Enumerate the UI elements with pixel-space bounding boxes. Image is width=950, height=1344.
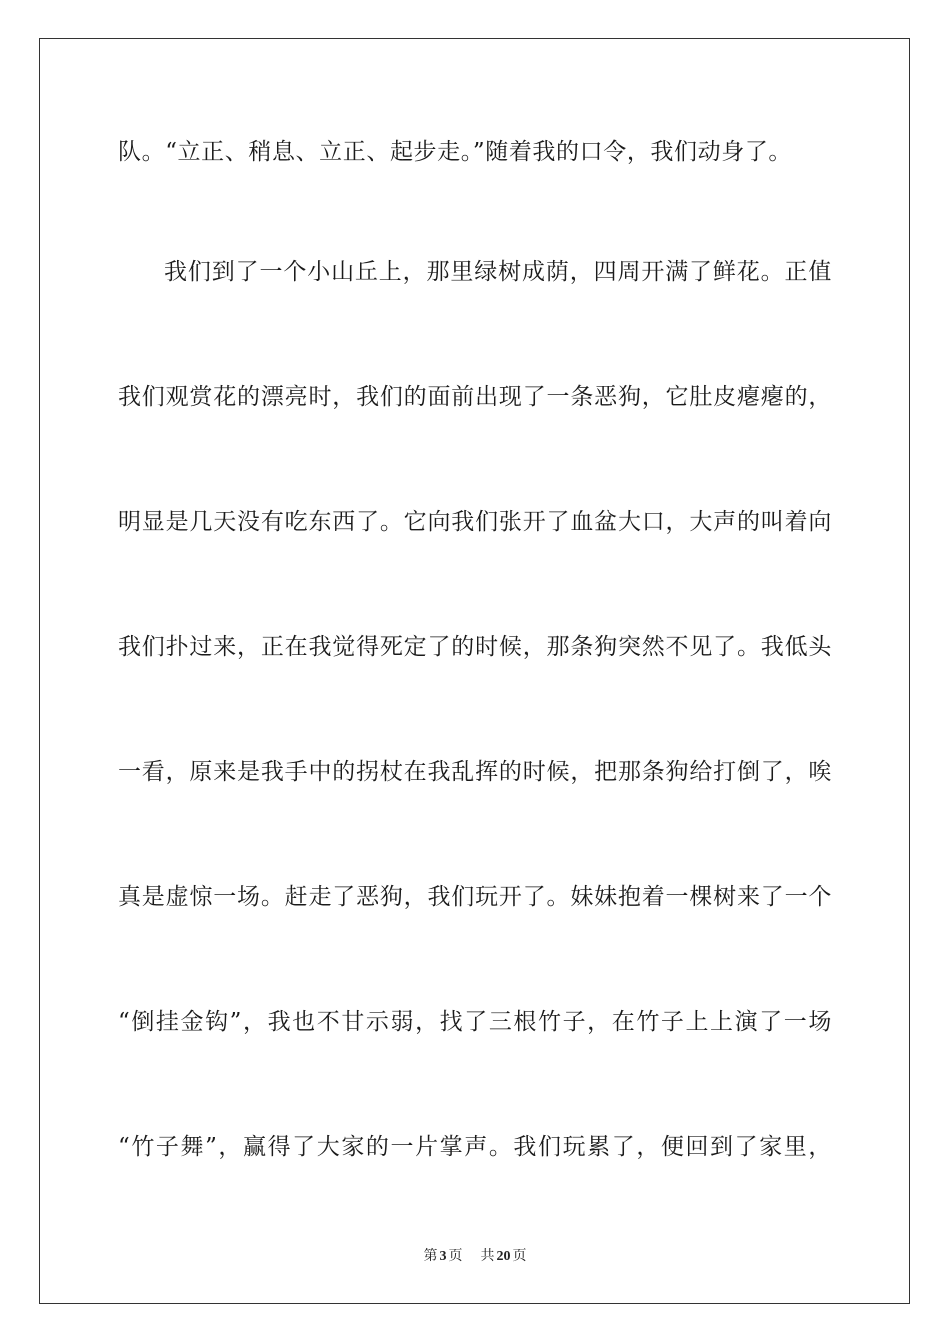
- page-suffix: 页: [448, 1248, 463, 1264]
- page-footer: [0, 1247, 950, 1266]
- total-suffix: 页: [512, 1248, 527, 1264]
- text-line-8: “倒挂金钩”，我也不甘示弱，找了三根竹子，在竹子上上演了一场: [118, 1009, 832, 1035]
- page-prefix: 第: [423, 1248, 438, 1264]
- text-line-2: 我们到了一个小山丘上，那里绿树成荫，四周开满了鲜花。正值: [164, 259, 832, 285]
- text-line-9: “竹子舞”，赢得了大家的一片掌声。我们玩累了，便回到了家里，: [118, 1134, 832, 1160]
- text-line-3: 我们观赏花的漂亮时，我们的面前出现了一条恶狗，它肚皮瘪瘪的，: [118, 384, 832, 410]
- total-prefix: 共: [480, 1248, 495, 1264]
- page-border: [39, 38, 910, 1304]
- text-line-5: 我们扑过来，正在我觉得死定了的时候，那条狗突然不见了。我低头: [118, 634, 832, 660]
- text-line-7: 真是虚惊一场。赶走了恶狗，我们玩开了。妹妹抱着一棵树来了一个: [118, 884, 832, 910]
- total-pages: 20: [496, 1249, 511, 1264]
- page-number: 3: [439, 1249, 447, 1264]
- text-line-1: 队。“立正、稍息、立正、起步走。”随着我的口令，我们动身了。: [118, 139, 793, 165]
- text-line-6: 一看，原来是我手中的拐杖在我乱挥的时候，把那条狗给打倒了，唉: [118, 759, 832, 785]
- text-line-4: 明显是几天没有吃东西了。它向我们张开了血盆大口，大声的叫着向: [118, 509, 832, 535]
